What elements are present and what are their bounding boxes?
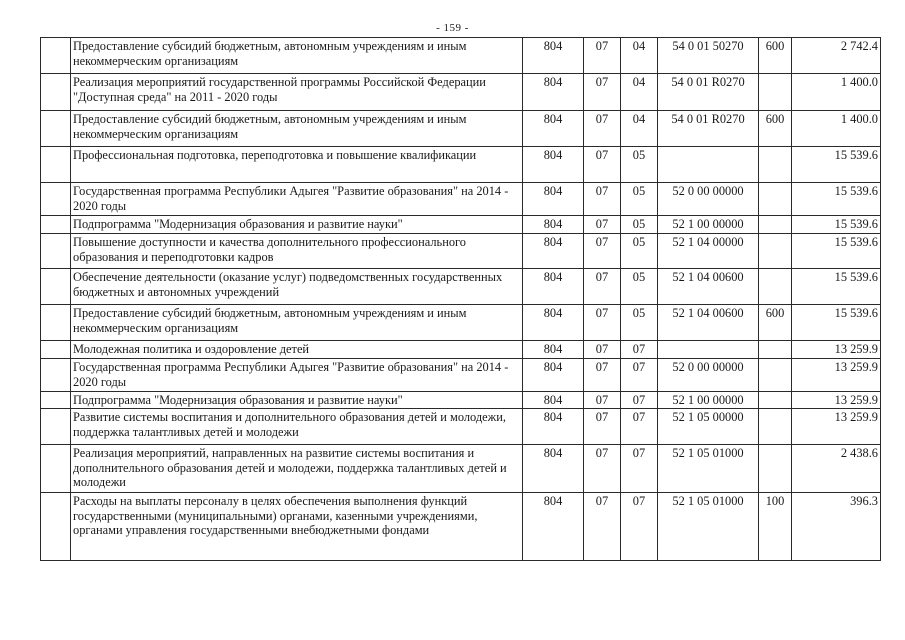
- row-ved-code: 804: [523, 359, 584, 392]
- row-ved-code: 804: [523, 493, 584, 561]
- table-row: [41, 493, 881, 561]
- row-margin-cell: [41, 269, 71, 305]
- row-expense-type: 100: [759, 493, 792, 561]
- row-description: Подпрограмма "Модернизация образования и развитие науки": [71, 392, 523, 409]
- row-amount: 13 259.9: [792, 409, 881, 445]
- row-description: Государственная программа Республики Адыгея "Развитие образования" на 2014 - 2020 годы: [71, 359, 523, 392]
- table-row: [41, 269, 881, 305]
- row-subsection: 05: [621, 305, 658, 341]
- row-ved-code: 804: [523, 74, 584, 111]
- row-target-article: 52 1 04 00600: [658, 269, 759, 305]
- row-target-article: 54 0 01 50270: [658, 38, 759, 74]
- row-expense-type: [759, 359, 792, 392]
- row-ved-code: 804: [523, 183, 584, 216]
- row-ved-code: 804: [523, 216, 584, 234]
- row-subsection: 04: [621, 74, 658, 111]
- row-margin-cell: [41, 183, 71, 216]
- row-margin-cell: [41, 111, 71, 147]
- row-expense-type: [759, 147, 792, 183]
- row-section: 07: [584, 147, 621, 183]
- row-section: 07: [584, 183, 621, 216]
- row-description: Предоставление субсидий бюджетным, автономным учреждениям и иным некоммерческим организациям: [71, 38, 523, 74]
- row-description: Государственная программа Республики Адыгея "Развитие образования" на 2014 - 2020 годы: [71, 183, 523, 216]
- row-expense-type: [759, 341, 792, 359]
- table-row: [41, 38, 881, 74]
- row-margin-cell: [41, 216, 71, 234]
- row-section: 07: [584, 111, 621, 147]
- row-section: 07: [584, 216, 621, 234]
- row-ved-code: 804: [523, 341, 584, 359]
- table-row: [41, 305, 881, 341]
- row-ved-code: 804: [523, 38, 584, 74]
- row-ved-code: 804: [523, 409, 584, 445]
- row-section: 07: [584, 38, 621, 74]
- row-amount: 15 539.6: [792, 183, 881, 216]
- row-section: 07: [584, 234, 621, 269]
- row-expense-type: [759, 74, 792, 111]
- row-margin-cell: [41, 392, 71, 409]
- table-row: [41, 183, 881, 216]
- row-subsection: 05: [621, 234, 658, 269]
- row-target-article: [658, 341, 759, 359]
- row-subsection: 07: [621, 409, 658, 445]
- row-margin-cell: [41, 359, 71, 392]
- row-subsection: 07: [621, 359, 658, 392]
- row-margin-cell: [41, 493, 71, 561]
- row-ved-code: 804: [523, 392, 584, 409]
- table-row: [41, 359, 881, 392]
- row-amount: 1 400.0: [792, 74, 881, 111]
- row-description: Расходы на выплаты персоналу в целях обеспечения выполнения функций государственными (муниципальными) органами, казенными учреждениями, органами управления государственными внебюджетными фондами: [71, 493, 523, 561]
- row-subsection: 04: [621, 111, 658, 147]
- table-row: [41, 147, 881, 183]
- row-expense-type: [759, 183, 792, 216]
- row-section: 07: [584, 445, 621, 493]
- table-row: [41, 74, 881, 111]
- table-row: [41, 445, 881, 493]
- table-row: [41, 234, 881, 269]
- row-description: Предоставление субсидий бюджетным, автономным учреждениям и иным некоммерческим организациям: [71, 305, 523, 341]
- row-description: Развитие системы воспитания и дополнительного образования детей и молодежи, поддержка талантливых детей и молодежи: [71, 409, 523, 445]
- row-subsection: 05: [621, 216, 658, 234]
- row-section: 07: [584, 341, 621, 359]
- row-expense-type: 600: [759, 305, 792, 341]
- row-amount: 2 438.6: [792, 445, 881, 493]
- row-target-article: 52 0 00 00000: [658, 183, 759, 216]
- row-description: Обеспечение деятельности (оказание услуг) подведомственных государственных бюджетных и автономных учреждений: [71, 269, 523, 305]
- row-target-article: 52 1 00 00000: [658, 392, 759, 409]
- row-margin-cell: [41, 305, 71, 341]
- row-margin-cell: [41, 38, 71, 74]
- row-amount: 13 259.9: [792, 359, 881, 392]
- row-ved-code: 804: [523, 305, 584, 341]
- row-subsection: 05: [621, 183, 658, 216]
- row-amount: 15 539.6: [792, 234, 881, 269]
- row-amount: 15 539.6: [792, 305, 881, 341]
- row-subsection: 07: [621, 341, 658, 359]
- row-expense-type: [759, 269, 792, 305]
- row-subsection: 05: [621, 147, 658, 183]
- row-section: 07: [584, 305, 621, 341]
- row-description: Реализация мероприятий, направленных на развитие системы воспитания и дополнительного образования детей и молодежи, поддержка талантливых детей и молодежи: [71, 445, 523, 493]
- row-description: Реализация мероприятий государственной программы Российской Федерации "Доступная среда" на 2011 - 2020 годы: [71, 74, 523, 111]
- row-section: 07: [584, 493, 621, 561]
- row-expense-type: [759, 392, 792, 409]
- row-section: 07: [584, 392, 621, 409]
- page-number: - 159 -: [436, 22, 469, 34]
- row-description: Повышение доступности и качества дополнительного профессионального образования и переподготовки кадров: [71, 234, 523, 269]
- row-amount: 13 259.9: [792, 392, 881, 409]
- row-margin-cell: [41, 341, 71, 359]
- row-expense-type: [759, 409, 792, 445]
- row-amount: 13 259.9: [792, 341, 881, 359]
- row-subsection: 07: [621, 445, 658, 493]
- row-section: 07: [584, 359, 621, 392]
- row-target-article: 52 1 05 01000: [658, 445, 759, 493]
- row-subsection: 07: [621, 493, 658, 561]
- row-description: Предоставление субсидий бюджетным, автономным учреждениям и иным некоммерческим организациям: [71, 111, 523, 147]
- row-amount: 15 539.6: [792, 147, 881, 183]
- table-row: [41, 341, 881, 359]
- row-target-article: 52 1 05 00000: [658, 409, 759, 445]
- row-subsection: 07: [621, 392, 658, 409]
- row-amount: 15 539.6: [792, 269, 881, 305]
- row-amount: 15 539.6: [792, 216, 881, 234]
- row-expense-type: [759, 234, 792, 269]
- row-margin-cell: [41, 74, 71, 111]
- row-description: Подпрограмма "Модернизация образования и развитие науки": [71, 216, 523, 234]
- row-section: 07: [584, 74, 621, 111]
- row-margin-cell: [41, 147, 71, 183]
- table-row: [41, 392, 881, 409]
- row-target-article: 52 1 04 00600: [658, 305, 759, 341]
- row-amount: 2 742.4: [792, 38, 881, 74]
- table-row: [41, 409, 881, 445]
- budget-table: [40, 37, 881, 561]
- row-section: 07: [584, 269, 621, 305]
- row-target-article: 52 1 04 00000: [658, 234, 759, 269]
- row-expense-type: 600: [759, 38, 792, 74]
- row-target-article: 52 1 00 00000: [658, 216, 759, 234]
- row-target-article: 54 0 01 R0270: [658, 74, 759, 111]
- row-section: 07: [584, 409, 621, 445]
- row-target-article: [658, 147, 759, 183]
- row-amount: 396.3: [792, 493, 881, 561]
- row-expense-type: [759, 216, 792, 234]
- row-target-article: 54 0 01 R0270: [658, 111, 759, 147]
- row-ved-code: 804: [523, 445, 584, 493]
- row-margin-cell: [41, 234, 71, 269]
- row-expense-type: [759, 445, 792, 493]
- row-margin-cell: [41, 445, 71, 493]
- row-margin-cell: [41, 409, 71, 445]
- row-description: Молодежная политика и оздоровление детей: [71, 341, 523, 359]
- row-subsection: 05: [621, 269, 658, 305]
- row-target-article: 52 1 05 01000: [658, 493, 759, 561]
- table-row: [41, 216, 881, 234]
- row-ved-code: 804: [523, 147, 584, 183]
- row-ved-code: 804: [523, 269, 584, 305]
- row-amount: 1 400.0: [792, 111, 881, 147]
- row-ved-code: 804: [523, 111, 584, 147]
- row-description: Профессиональная подготовка, переподготовка и повышение квалификации: [71, 147, 523, 183]
- row-target-article: 52 0 00 00000: [658, 359, 759, 392]
- table-row: [41, 111, 881, 147]
- row-ved-code: 804: [523, 234, 584, 269]
- row-expense-type: 600: [759, 111, 792, 147]
- row-subsection: 04: [621, 38, 658, 74]
